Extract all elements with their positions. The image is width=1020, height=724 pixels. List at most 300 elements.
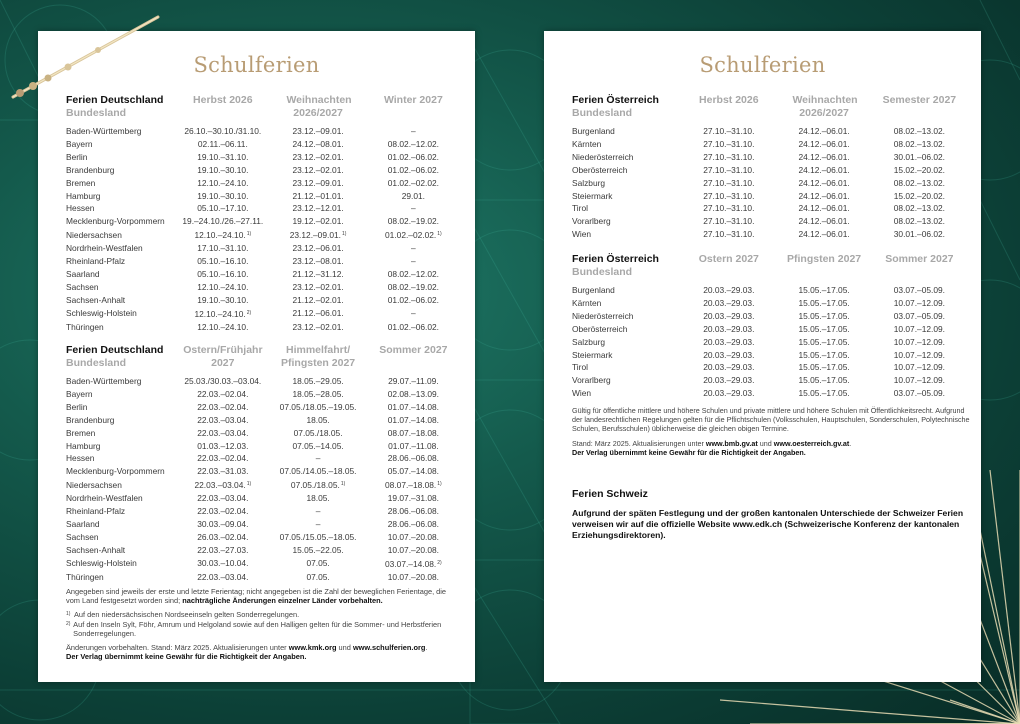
update-note: Änderungen vorbehalten. Stand: März 2025. Aktualisierungen unter www.kmk.org und www.schulferien.org. Der Verlag übernimmt keine Gewähr für die Richtigkeit der Angaben. [66,643,428,662]
date-range: 24.12.–06.01. [798,229,850,240]
left-page [38,31,475,682]
table-title: Ferien Österreich [572,253,659,265]
date-range: 26.10.–30.10./31.10. [184,126,262,136]
date-range: 15.05.–17.05. [798,375,850,386]
date-range: 24.12.–06.01. [798,190,850,201]
date-range: 24.12.–08.01. [292,138,344,149]
table-row [572,164,969,177]
date-range: 01.03.–12.03. [197,440,249,451]
date-range: 10.07.–12.09. [893,323,945,334]
date-range: 23.12.–08.01. [292,256,344,267]
state-name: Schleswig-Holstein [66,308,137,319]
table-row [66,321,463,334]
state-name: Salzburg [572,177,606,188]
date-range: 15.02.–20.02. [893,164,945,175]
column-header: Sommer 2027 [885,253,954,265]
table-subtitle: Bundesland [66,106,127,119]
table-row [572,228,969,241]
date-range: 01.02.–06.02. [387,164,439,175]
date-range: 12.10.–24.10. [197,321,249,332]
austria-spring-summer-table [572,253,969,400]
table-row [66,125,463,138]
date-range: 23.12.–12.01. [292,203,344,214]
footnote-2: 2) Auf den Inseln Sylt, Föhr, Amrum und Helgoland sowie auf den Halligen gelten für die Sommer- und Herbstferien Sonderregelungen. [66,619,442,638]
date-range: 10.07.–20.08. [387,544,439,555]
date-range: 07.05./15.05.–18.05. [279,531,357,542]
date-range: 23.12.–02.01. [292,151,344,162]
date-range: 22.03.–02.04. [197,453,249,464]
date-range: 21.12.–01.01. [292,190,344,201]
table-title: Ferien Deutschland [66,94,164,106]
date-range: 12.10.–24.10.$^{1)}$ [194,230,252,241]
table-row [572,374,969,387]
table-row [66,544,463,557]
date-range: 27.10.–31.10. [703,229,755,240]
date-range: 01.07.–14.08. [387,401,439,412]
table-row [66,138,463,151]
date-range: 27.10.–31.10. [703,126,755,136]
date-range: 22.03.–02.04. [197,401,249,412]
state-name: Brandenburg [66,164,115,175]
state-name: Niederösterreich [572,151,634,162]
date-range: 08.02.–13.02. [893,138,945,149]
table-row [66,228,463,242]
date-range: 22.03.–03.04.$^{1)}$ [194,480,252,491]
table-title: Ferien Österreich [572,94,659,106]
date-range: 30.01.–06.02. [893,229,945,240]
date-range: 08.02.–13.02. [893,203,945,214]
date-range: – [315,506,321,517]
table-row [66,164,463,177]
date-range: 05.07.–14.08. [387,466,439,477]
state-name: Kärnten [572,138,602,149]
date-range: 03.07.–05.09. [893,388,945,399]
date-range: 10.07.–12.09. [893,349,945,360]
date-range: 20.03.–29.03. [703,285,755,295]
table-row [66,190,463,203]
date-range: 19.10.–30.10. [197,190,249,201]
date-range: 01.02.–02.02. [387,177,439,188]
table-row [572,284,969,297]
table-row [572,323,969,336]
state-name: Tirol [572,362,588,373]
state-name: Sachsen [66,281,99,292]
date-range: – [315,518,321,529]
date-range: 22.03.–02.04. [197,388,249,399]
date-range: 22.03.–03.04. [197,427,249,438]
table-title: Ferien Deutschland [66,344,164,356]
column-header: Ostern/Frühjahr 2027 [183,344,263,369]
date-range: 20.03.–29.03. [703,323,755,334]
date-range: 02.11.–06.11. [197,138,248,149]
date-range: 20.03.–29.03. [703,336,755,347]
state-name: Oberösterreich [572,323,628,334]
state-name: Thüringen [66,321,104,332]
date-range: 23.12.–06.01. [292,243,344,254]
state-name: Sachsen-Anhalt [66,294,126,305]
date-range: 10.07.–20.08. [387,571,439,582]
date-range: 12.10.–24.10.$^{2)}$ [194,308,252,319]
state-name: Hessen [66,203,95,214]
date-range: 10.07.–12.09. [893,362,945,373]
footnote-marker: 1) [437,231,442,238]
date-range: 08.02.–12.02. [387,268,439,279]
date-range: 12.10.–24.10. [197,177,249,188]
date-range: 01.02.–02.02.$^{1)}$ [385,230,442,241]
state-name: Sachsen [66,531,99,542]
date-range: 24.12.–06.01. [798,203,850,214]
section-title: Ferien Schweiz [572,488,648,500]
table-row [66,427,463,440]
date-range: 21.12.–31.12. [292,268,344,279]
table-row [572,215,969,228]
state-name: Baden-Württemberg [66,126,142,136]
date-range: 08.02.–13.02. [893,177,945,188]
date-range: 03.07.–05.09. [893,285,945,295]
date-range: 08.02.–13.02. [893,126,945,136]
state-name: Burgenland [572,285,615,295]
state-name: Bremen [66,427,96,438]
date-range: 05.10.–17.10. [197,203,249,214]
date-range: 19.10.–30.10. [197,164,249,175]
switzerland-text: Aufgrund der späten Festlegung und der großen kantonalen Unterschiede der Schweizer Ferien verweisen wir auf die offizielle Website www.edk.ch (Schweizerische Konferenz der kantonalen Erziehungsdirektoren). [572,508,964,540]
date-range: 15.02.–20.02. [893,190,945,201]
date-range: 21.12.–02.01. [292,294,344,305]
update-note: Stand: März 2025. Aktualisierungen unter www.bmb.gv.at und www.oesterreich.gv.at. Der Verlag übernimmt keine Gewähr für die Richtigkeit der Angaben. [572,438,852,457]
table-row [66,151,463,164]
date-range: 18.05. [306,414,330,425]
date-range: 01.07.–14.08. [387,414,439,425]
state-name: Steiermark [572,349,613,360]
date-range: 19.10.–30.10. [197,294,249,305]
date-range: 28.06.–06.08. [387,506,439,517]
date-range: 01.02.–06.02. [387,151,439,162]
table-row [572,336,969,349]
state-name: Bremen [66,177,96,188]
table-row [66,571,463,584]
table-row [572,349,969,362]
date-range: 20.03.–29.03. [703,362,755,373]
state-name: Wien [572,388,592,399]
germany-spring-summer-table [66,344,463,584]
state-name: Hamburg [66,190,101,201]
date-range: 24.12.–06.01. [798,138,850,149]
date-range: 22.03.–03.04. [197,493,249,504]
table-row [66,492,463,505]
date-range: 08.07.–18.08.$^{1)}$ [385,480,442,491]
table-row [66,215,463,228]
state-name: Burgenland [572,126,615,136]
date-range: 17.10.–31.10. [197,243,249,254]
date-range: 08.02.–19.02. [387,281,439,292]
table-row [572,297,969,310]
state-name: Berlin [66,401,88,412]
austria-notes [572,406,971,457]
date-range: 07.05./14.05.–18.05. [279,466,357,477]
column-header: Himmelfahrt/ Pfingsten 2027 [281,344,356,369]
disclaimer: Der Verlag übernimmt keine Gewähr für die Richtigkeit der Angaben. [66,652,307,662]
date-range: 15.05.–17.05. [798,349,850,360]
date-range: 27.10.–31.10. [703,216,755,227]
column-header: Weihnachten 2026/2027 [286,94,352,119]
date-range: 03.07.–14.08.$^{2)}$ [385,558,442,569]
footnote-1: 1) Auf den niedersächsischen Nordseeinseln gelten Sonderregelungen. [66,610,300,620]
date-range: 07.05. [306,571,330,582]
date-range: 08.02.–12.02. [387,138,439,149]
oesterreich-link[interactable]: www.oesterreich.gv.at [773,438,850,448]
date-range: 10.07.–20.08. [387,531,439,542]
date-range: 20.03.–29.03. [703,349,755,360]
date-range: 01.02.–06.02. [387,294,439,305]
date-range: 27.10.–31.10. [703,190,755,201]
date-range: 02.08.–13.09. [387,388,439,399]
table-row [572,202,969,215]
date-range: 30.03.–09.04. [197,518,249,529]
footnote-marker: 1) [340,481,346,488]
wand-decoration [8,12,163,102]
date-range: – [411,126,416,136]
date-range: 19.–24.10./26.–27.11. [182,216,264,227]
page-title: Schulferien [699,53,826,77]
date-range: – [411,308,416,319]
table-row [572,138,969,151]
germany-autumn-winter-table [66,94,463,334]
date-range: 08.02.–13.02. [893,216,945,227]
footnotes [66,587,461,661]
date-range: 07.05./18.05. [293,427,343,438]
state-name: Rheinland-Pfalz [66,506,126,517]
table-row [572,361,969,374]
table-row [572,151,969,164]
bmb-link[interactable]: www.bmb.gv.at [705,438,758,448]
table-row [66,294,463,307]
table-row [66,465,463,478]
date-range: 23.12.–02.01. [292,164,344,175]
date-range: 26.03.–02.04. [197,531,249,542]
date-range: 27.10.–31.10. [703,138,755,149]
date-range: 15.05.–17.05. [798,362,850,373]
date-range: 27.10.–31.10. [703,177,755,188]
column-header: Winter 2027 [383,94,443,106]
state-name: Nordrhein-Westfalen [66,493,143,504]
date-range: 07.05./18.05.$^{1)}$ [290,480,346,491]
table-row [572,387,969,400]
date-range: 24.12.–06.01. [798,151,850,162]
date-range: 15.05.–17.05. [798,310,850,321]
table-row [66,177,463,190]
date-range: 19.12.–02.01. [292,216,344,227]
column-header: Semester 2027 [882,94,957,106]
table-row [66,414,463,427]
date-range: 10.07.–12.09. [893,336,945,347]
state-name: Hessen [66,453,95,464]
date-range: 18.05.–28.05. [292,388,344,399]
date-range: 30.03.–10.04. [197,558,249,569]
date-range: – [411,256,416,267]
table-row [66,242,463,255]
footnote-marker: 2) [246,309,252,316]
date-range: 20.03.–29.03. [703,297,755,308]
state-name: Steiermark [572,190,613,201]
table-row [66,202,463,215]
table-row [572,125,969,138]
date-range: 15.05.–22.05. [292,544,344,555]
disclaimer: Der Verlag übernimmt keine Gewähr für die Richtigkeit der Angaben. [572,447,806,457]
state-name: Brandenburg [66,414,115,425]
date-range: 18.05.–29.05. [292,376,344,386]
state-name: Hamburg [66,440,101,451]
state-name: Niedersachsen [66,229,122,240]
column-header: Sommer 2027 [379,344,448,356]
date-range: 18.05. [306,493,330,504]
kmk-link[interactable]: www.kmk.org [288,643,337,653]
date-range: 28.06.–06.08. [387,518,439,529]
state-name: Niederösterreich [572,310,634,321]
date-range: 05.10.–16.10. [197,268,249,279]
validity-note: Gültig für öffentliche mittlere und höhere Schulen und private mittlere und höhere Schulen mit Öffentlichkeitsrecht. Aufgrund der landesrechtlichen Regelungen gelten für die Pflichtschulen (Volksschulen, Hauptschulen, Sonderschulen, Polytechnische Schulen, Berufsschulen) üblicherweise die gleichen obigen Termine. [572,406,970,434]
date-range: 15.05.–17.05. [798,285,850,295]
state-name: Mecklenburg-Vorpommern [66,216,165,227]
date-range: 24.12.–06.01. [798,164,850,175]
footnote-marker: 1) [246,481,252,488]
state-name: Salzburg [572,336,606,347]
date-range: 22.03.–27.03. [197,544,249,555]
date-range: 12.10.–24.10. [197,281,249,292]
date-range: 03.07.–05.09. [893,310,945,321]
date-range: 24.12.–06.01. [798,126,850,136]
table-row [66,478,463,492]
state-name: Niedersachsen [66,479,122,490]
date-range: 24.12.–06.01. [798,177,850,188]
date-range: 08.07.–18.08. [387,427,439,438]
state-name: Schleswig-Holstein [66,558,137,569]
date-range: – [411,243,416,254]
date-range: – [411,203,416,214]
column-header: Herbst 2026 [699,94,759,106]
date-range: – [315,453,321,464]
date-range: 19.10.–31.10. [197,151,249,162]
column-header: Herbst 2026 [193,94,253,106]
austria-autumn-semester-table [572,94,969,241]
date-range: 22.03.–03.04. [197,414,249,425]
date-range: 22.03.–03.04. [197,571,249,582]
switzerland-section [572,488,967,541]
date-range: 01.02.–06.02. [387,321,439,332]
table-row [66,452,463,465]
state-name: Saarland [66,268,100,279]
right-page [544,31,981,682]
column-header: Pfingsten 2027 [787,253,862,265]
date-range: 19.07.–31.08. [387,493,439,504]
date-range: 23.12.–02.01. [292,321,344,332]
state-name: Kärnten [572,297,602,308]
date-range: 27.10.–31.10. [703,164,755,175]
date-range: 07.05.–14.05. [292,440,344,451]
date-range: 10.07.–12.09. [893,297,945,308]
state-name: Wien [572,229,592,240]
footnote-marker: 1) [437,481,442,488]
date-range: 30.01.–06.02. [893,151,945,162]
date-range: 15.05.–17.05. [798,336,850,347]
state-name: Thüringen [66,571,104,582]
table-row [66,557,463,571]
state-name: Rheinland-Pfalz [66,256,126,267]
date-range: 29.07.–11.09. [388,376,439,386]
date-range: 20.03.–29.03. [703,310,755,321]
date-range: 23.12.–09.01.$^{1)}$ [289,230,347,241]
date-range: 23.12.–09.01. [292,126,344,136]
column-header: Weihnachten 2026/2027 [792,94,858,119]
date-range: 07.05. [306,558,330,569]
state-name: Tirol [572,203,588,214]
state-name: Oberösterreich [572,164,628,175]
date-range: 27.10.–31.10. [703,203,755,214]
date-range: 24.12.–06.01. [798,216,850,227]
date-range: 21.12.–06.01. [292,308,344,319]
table-row [66,375,463,388]
table-subtitle: Bundesland [572,106,633,119]
state-name: Saarland [66,518,100,529]
table-row [66,281,463,294]
footnote-marker: 1) [341,231,347,238]
footnote-marker: 1) [246,231,252,238]
state-name: Baden-Württemberg [66,376,142,386]
date-range: 23.12.–02.01. [292,281,344,292]
table-row [66,307,463,321]
table-subtitle: Bundesland [572,265,633,278]
column-header: Ostern 2027 [698,253,759,265]
date-range: 28.06.–06.08. [387,453,439,464]
date-range: 10.07.–12.09. [893,375,945,386]
state-name: Bayern [66,138,93,149]
table-row [572,177,969,190]
table-row [66,518,463,531]
page-title: Schulferien [193,53,320,77]
notes-intro: Angegeben sind jeweils der erste und letzte Ferientag; nicht angegeben ist die Zahl der beweglichen Ferientage, die vom Land festgesetzt worden sind; nachträgliche Änderungen einzelner Länder vorbehalten. [66,587,447,606]
footnote-marker: 2) [437,559,442,566]
table-row [66,255,463,268]
table-row [66,505,463,518]
state-name: Sachsen-Anhalt [66,544,126,555]
date-range: 05.10.–16.10. [197,256,249,267]
date-range: 15.05.–17.05. [798,323,850,334]
table-row [66,531,463,544]
table-subtitle: Bundesland [66,356,127,369]
date-range: 29.01. [401,190,426,201]
date-range: 22.03.–02.04. [197,506,249,517]
state-name: Nordrhein-Westfalen [66,243,143,254]
state-name: Mecklenburg-Vorpommern [66,466,165,477]
table-row [572,190,969,203]
state-name: Bayern [66,388,93,399]
state-name: Vorarlberg [572,375,611,386]
schulferien-link[interactable]: www.schulferien.org [352,643,426,653]
state-name: Vorarlberg [572,216,611,227]
date-range: 15.05.–17.05. [798,297,850,308]
state-name: Berlin [66,151,88,162]
date-range: 20.03.–29.03. [703,375,755,386]
date-range: 07.05./18.05.–19.05. [279,401,357,412]
date-range: 15.05.–17.05. [798,388,850,399]
table-row [66,268,463,281]
table-row [66,388,463,401]
date-range: 25.03./30.03.–03.04. [184,376,262,386]
table-row [572,310,969,323]
table-row [66,401,463,414]
date-range: 27.10.–31.10. [703,151,755,162]
table-row [66,440,463,453]
date-range: 20.03.–29.03. [703,388,755,399]
